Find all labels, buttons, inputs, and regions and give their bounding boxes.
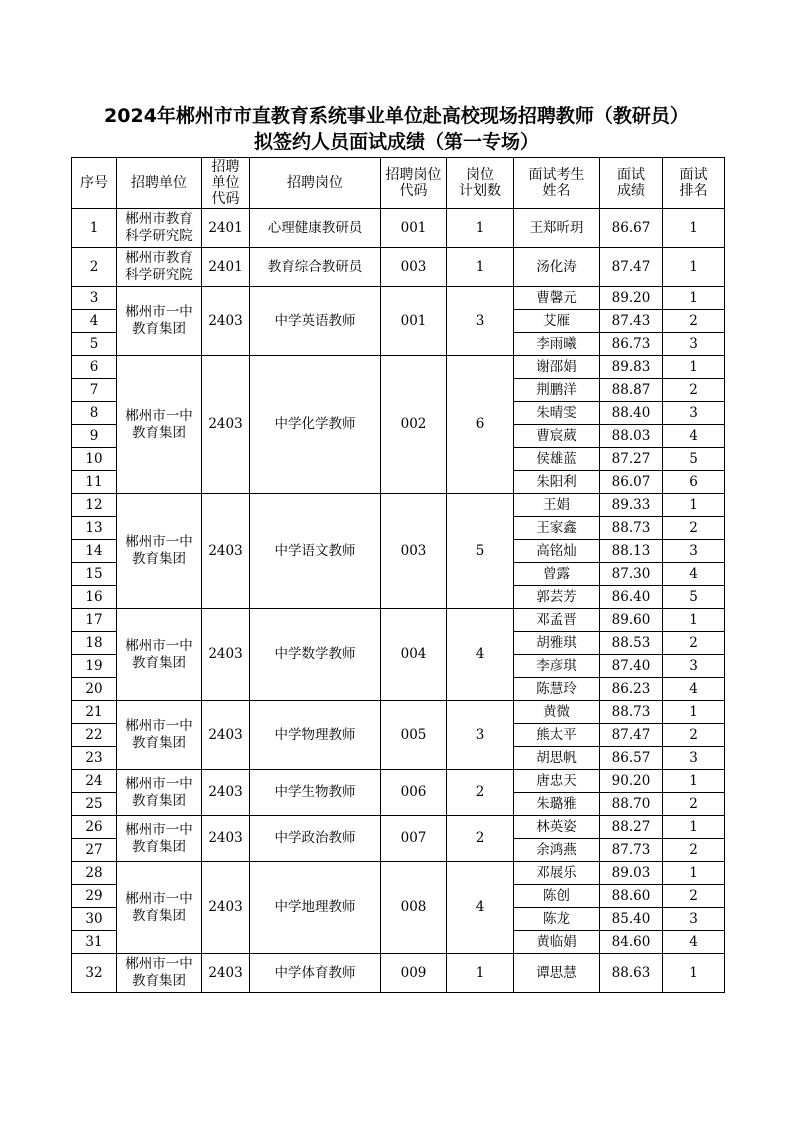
- seq-cell: 30: [72, 908, 117, 931]
- rank-cell: 6: [663, 471, 725, 494]
- rank-cell: 1: [663, 209, 725, 248]
- post-cell: 中学物理教师: [250, 701, 381, 770]
- header-rank: 面试 排名: [663, 158, 725, 209]
- unit-cell: 郴州市教育 科学研究院: [117, 209, 202, 248]
- name-cell: 李彦琪: [514, 655, 600, 678]
- name-cell: 曹宸葳: [514, 425, 600, 448]
- seq-cell: 11: [72, 471, 117, 494]
- unit-code-cell: 2401: [202, 248, 250, 287]
- seq-cell: 14: [72, 540, 117, 563]
- name-cell: 艾雁: [514, 310, 600, 333]
- score-cell: 87.40: [600, 655, 663, 678]
- unit-cell: 郴州市一中 教育集团: [117, 862, 202, 954]
- document-title-line2: 拟签约人员面试成绩（第一专场）: [253, 131, 539, 153]
- rank-cell: 2: [663, 517, 725, 540]
- unit-code-cell: 2403: [202, 770, 250, 816]
- seq-cell: 31: [72, 931, 117, 954]
- seq-cell: 20: [72, 678, 117, 701]
- rank-cell: 2: [663, 885, 725, 908]
- name-cell: 李雨曦: [514, 333, 600, 356]
- unit-code-cell: 2403: [202, 609, 250, 701]
- plan-cell: 2: [447, 770, 514, 816]
- unit-cell: 郴州市一中 教育集团: [117, 701, 202, 770]
- table-row: [72, 209, 725, 248]
- seq-cell: 9: [72, 425, 117, 448]
- name-cell: 曾露: [514, 563, 600, 586]
- score-cell: 84.60: [600, 931, 663, 954]
- unit-code-cell: 2403: [202, 954, 250, 993]
- header-score: 面试 成绩: [600, 158, 663, 209]
- name-cell: 谢邵娟: [514, 356, 600, 379]
- rank-cell: 1: [663, 287, 725, 310]
- score-cell: 87.43: [600, 310, 663, 333]
- name-cell: 林英姿: [514, 816, 600, 839]
- rank-cell: 2: [663, 379, 725, 402]
- seq-cell: 19: [72, 655, 117, 678]
- name-cell: 王娟: [514, 494, 600, 517]
- plan-cell: 1: [447, 248, 514, 287]
- seq-cell: 13: [72, 517, 117, 540]
- name-cell: 陈龙: [514, 908, 600, 931]
- name-cell: 黄微: [514, 701, 600, 724]
- seq-cell: 12: [72, 494, 117, 517]
- unit-cell: 郴州市一中 教育集团: [117, 287, 202, 356]
- score-cell: 89.20: [600, 287, 663, 310]
- table-row: [72, 770, 725, 793]
- unit-code-cell: 2403: [202, 356, 250, 494]
- plan-cell: 5: [447, 494, 514, 609]
- unit-cell: 郴州市一中 教育集团: [117, 494, 202, 609]
- name-cell: 朱晴雯: [514, 402, 600, 425]
- seq-cell: 29: [72, 885, 117, 908]
- post-code-cell: 005: [381, 701, 447, 770]
- score-cell: 89.83: [600, 356, 663, 379]
- post-cell: 中学生物教师: [250, 770, 381, 816]
- name-cell: 唐忠天: [514, 770, 600, 793]
- rank-cell: 3: [663, 655, 725, 678]
- rank-cell: 2: [663, 839, 725, 862]
- post-cell: 教育综合教研员: [250, 248, 381, 287]
- unit-cell: 郴州市一中 教育集团: [117, 816, 202, 862]
- name-cell: 郭芸芳: [514, 586, 600, 609]
- seq-cell: 4: [72, 310, 117, 333]
- score-cell: 88.53: [600, 632, 663, 655]
- score-cell: 87.47: [600, 724, 663, 747]
- name-cell: 熊太平: [514, 724, 600, 747]
- unit-code-cell: 2403: [202, 287, 250, 356]
- rank-cell: 4: [663, 563, 725, 586]
- name-cell: 高铭灿: [514, 540, 600, 563]
- header-plan: 岗位 计划数: [447, 158, 514, 209]
- seq-cell: 15: [72, 563, 117, 586]
- unit-cell: 郴州市一中 教育集团: [117, 609, 202, 701]
- seq-cell: 21: [72, 701, 117, 724]
- score-cell: 87.73: [600, 839, 663, 862]
- score-cell: 86.57: [600, 747, 663, 770]
- seq-cell: 10: [72, 448, 117, 471]
- seq-cell: 3: [72, 287, 117, 310]
- name-cell: 黄临娟: [514, 931, 600, 954]
- score-cell: 88.03: [600, 425, 663, 448]
- seq-cell: 26: [72, 816, 117, 839]
- header-unit-code: 招聘 单位 代码: [202, 158, 250, 209]
- post-code-cell: 009: [381, 954, 447, 993]
- name-cell: 汤化涛: [514, 248, 600, 287]
- score-cell: 88.27: [600, 816, 663, 839]
- score-cell: 90.20: [600, 770, 663, 793]
- seq-cell: 2: [72, 248, 117, 287]
- post-cell: 中学地理教师: [250, 862, 381, 954]
- score-cell: 86.07: [600, 471, 663, 494]
- post-code-cell: 003: [381, 248, 447, 287]
- score-cell: 87.30: [600, 563, 663, 586]
- post-cell: 中学语文教师: [250, 494, 381, 609]
- unit-code-cell: 2403: [202, 816, 250, 862]
- table-row: [72, 816, 725, 839]
- rank-cell: 4: [663, 425, 725, 448]
- seq-cell: 7: [72, 379, 117, 402]
- name-cell: 王家鑫: [514, 517, 600, 540]
- table-row: [72, 701, 725, 724]
- rank-cell: 5: [663, 586, 725, 609]
- name-cell: 陈创: [514, 885, 600, 908]
- name-cell: 朱璐雅: [514, 793, 600, 816]
- name-cell: 王郑昕玥: [514, 209, 600, 248]
- score-cell: 86.23: [600, 678, 663, 701]
- rank-cell: 1: [663, 494, 725, 517]
- score-cell: 88.13: [600, 540, 663, 563]
- plan-cell: 2: [447, 816, 514, 862]
- rank-cell: 3: [663, 333, 725, 356]
- score-cell: 88.60: [600, 885, 663, 908]
- rank-cell: 4: [663, 678, 725, 701]
- seq-cell: 32: [72, 954, 117, 993]
- score-cell: 89.33: [600, 494, 663, 517]
- score-cell: 87.47: [600, 248, 663, 287]
- seq-cell: 28: [72, 862, 117, 885]
- rank-cell: 1: [663, 770, 725, 793]
- rank-cell: 5: [663, 448, 725, 471]
- table-row: [72, 862, 725, 885]
- seq-cell: 23: [72, 747, 117, 770]
- seq-cell: 17: [72, 609, 117, 632]
- plan-cell: 4: [447, 862, 514, 954]
- score-cell: 88.87: [600, 379, 663, 402]
- plan-cell: 4: [447, 609, 514, 701]
- seq-cell: 27: [72, 839, 117, 862]
- header-name: 面试考生 姓名: [514, 158, 600, 209]
- rank-cell: 1: [663, 954, 725, 993]
- post-cell: 中学政治教师: [250, 816, 381, 862]
- seq-cell: 5: [72, 333, 117, 356]
- post-code-cell: 007: [381, 816, 447, 862]
- post-code-cell: 002: [381, 356, 447, 494]
- table-row: [72, 954, 725, 993]
- header-row: [72, 158, 725, 209]
- rank-cell: 2: [663, 632, 725, 655]
- post-cell: 中学体育教师: [250, 954, 381, 993]
- post-code-cell: 008: [381, 862, 447, 954]
- name-cell: 荆鹏洋: [514, 379, 600, 402]
- score-cell: 88.73: [600, 701, 663, 724]
- seq-cell: 24: [72, 770, 117, 793]
- name-cell: 胡思帆: [514, 747, 600, 770]
- seq-cell: 6: [72, 356, 117, 379]
- seq-cell: 16: [72, 586, 117, 609]
- rank-cell: 1: [663, 701, 725, 724]
- score-cell: 86.40: [600, 586, 663, 609]
- plan-cell: 6: [447, 356, 514, 494]
- rank-cell: 3: [663, 908, 725, 931]
- score-cell: 87.27: [600, 448, 663, 471]
- unit-code-cell: 2401: [202, 209, 250, 248]
- plan-cell: 3: [447, 701, 514, 770]
- name-cell: 胡雅琪: [514, 632, 600, 655]
- plan-cell: 1: [447, 954, 514, 993]
- rank-cell: 3: [663, 540, 725, 563]
- rank-cell: 1: [663, 356, 725, 379]
- score-cell: 88.63: [600, 954, 663, 993]
- post-cell: 中学化学教师: [250, 356, 381, 494]
- name-cell: 曹馨元: [514, 287, 600, 310]
- name-cell: 谭思慧: [514, 954, 600, 993]
- score-cell: 89.03: [600, 862, 663, 885]
- rank-cell: 1: [663, 248, 725, 287]
- rank-cell: 3: [663, 402, 725, 425]
- rank-cell: 2: [663, 310, 725, 333]
- score-cell: 86.73: [600, 333, 663, 356]
- seq-cell: 18: [72, 632, 117, 655]
- name-cell: 侯雄蓝: [514, 448, 600, 471]
- table-body: [72, 209, 725, 993]
- post-cell: 中学数学教师: [250, 609, 381, 701]
- table-row: [72, 494, 725, 517]
- post-code-cell: 001: [381, 209, 447, 248]
- header-post-code: 招聘岗位 代码: [381, 158, 447, 209]
- name-cell: 陈慧玲: [514, 678, 600, 701]
- score-cell: 86.67: [600, 209, 663, 248]
- seq-cell: 25: [72, 793, 117, 816]
- rank-cell: 3: [663, 747, 725, 770]
- score-cell: 89.60: [600, 609, 663, 632]
- score-cell: 88.73: [600, 517, 663, 540]
- rank-cell: 4: [663, 931, 725, 954]
- table-row: [72, 287, 725, 310]
- name-cell: 余鸿燕: [514, 839, 600, 862]
- results-table: [71, 157, 725, 993]
- header-seq: 序号: [72, 158, 117, 209]
- seq-cell: 1: [72, 209, 117, 248]
- table-row: [72, 248, 725, 287]
- rank-cell: 2: [663, 724, 725, 747]
- score-cell: 85.40: [600, 908, 663, 931]
- document-title-line1: 2024年郴州市市直教育系统事业单位赴高校现场招聘教师（教研员）: [104, 105, 689, 127]
- plan-cell: 3: [447, 287, 514, 356]
- rank-cell: 1: [663, 816, 725, 839]
- post-cell: 心理健康教研员: [250, 209, 381, 248]
- name-cell: 邓孟晋: [514, 609, 600, 632]
- rank-cell: 1: [663, 862, 725, 885]
- seq-cell: 8: [72, 402, 117, 425]
- unit-code-cell: 2403: [202, 701, 250, 770]
- rank-cell: 2: [663, 793, 725, 816]
- table-row: [72, 356, 725, 379]
- unit-cell: 郴州市一中 教育集团: [117, 356, 202, 494]
- name-cell: 邓展乐: [514, 862, 600, 885]
- unit-cell: 郴州市一中 教育集团: [117, 954, 202, 993]
- post-code-cell: 003: [381, 494, 447, 609]
- seq-cell: 22: [72, 724, 117, 747]
- table-row: [72, 609, 725, 632]
- score-cell: 88.70: [600, 793, 663, 816]
- plan-cell: 1: [447, 209, 514, 248]
- rank-cell: 1: [663, 609, 725, 632]
- post-code-cell: 006: [381, 770, 447, 816]
- header-post: 招聘岗位: [250, 158, 381, 209]
- header-unit: 招聘单位: [117, 158, 202, 209]
- post-code-cell: 001: [381, 287, 447, 356]
- post-cell: 中学英语教师: [250, 287, 381, 356]
- unit-code-cell: 2403: [202, 862, 250, 954]
- name-cell: 朱阳利: [514, 471, 600, 494]
- score-cell: 88.40: [600, 402, 663, 425]
- unit-cell: 郴州市一中 教育集团: [117, 770, 202, 816]
- post-code-cell: 004: [381, 609, 447, 701]
- unit-code-cell: 2403: [202, 494, 250, 609]
- unit-cell: 郴州市教育 科学研究院: [117, 248, 202, 287]
